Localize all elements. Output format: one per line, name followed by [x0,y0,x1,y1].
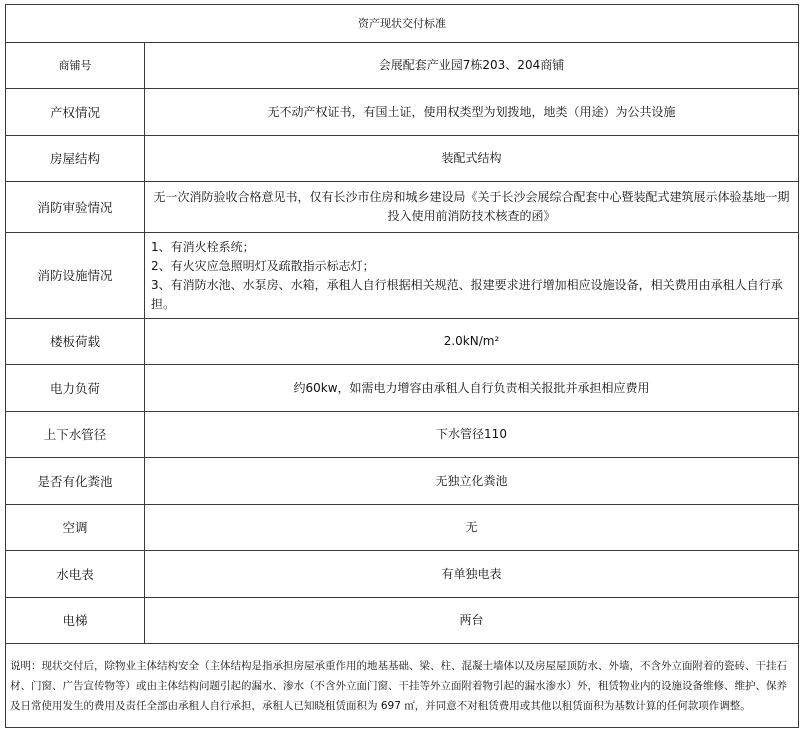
row-label: 电力负荷 [6,365,145,412]
row-value: 两台 [145,598,799,644]
table-row-elevator [6,598,799,644]
row-label: 是否有化粪池 [6,458,145,505]
row-value: 装配式结构 [145,136,799,182]
row-label: 空调 [6,505,145,551]
note-text: 说明：现状交付后，除物业主体结构安全（主体结构是指承担房屋承重作用的地基基础、梁、柱、混凝土墙体以及房屋屋顶防水、外墙，不含外立面附着的瓷砖、干挂石材、门窗、广告宣传物等）或由主体结构问题引起的漏水、渗水（不含外立面门窗、干挂等外立面附着物引起的漏水渗水）外，租赁物业内的设施设备维修、维护、保养及日常使用发生的费用及责任全部由承租人自行承担，承租人已知晓租赁面积为 697 ㎡，并同意不对租赁费用或其他以租赁面积为基数计算的任何款项作调整。 [6,644,799,728]
asset-delivery-standard-table [5,4,799,728]
table-row-fire-inspection [6,182,799,233]
row-value: 会展配套产业园7栋203、204商铺 [145,43,799,89]
table-row-pipe-diameter [6,412,799,458]
row-label: 上下水管径 [6,412,145,458]
table-row-property-rights [6,89,799,136]
row-value: 无 [145,505,799,551]
row-label: 水电表 [6,551,145,598]
fire-facilities-list [145,233,799,319]
table-row-fire-facilities [6,233,799,319]
table-row-shop-number [6,43,799,89]
row-value: 无独立化粪池 [145,458,799,505]
table-row-air-conditioning [6,505,799,551]
row-label: 电梯 [6,598,145,644]
row-value: 有单独电表 [145,551,799,598]
list-item: 3、有消防水池、水泵房、水箱，承租人自行根据相关规范、报建要求进行增加相应设施设备，相关费用由承租人自行承担。 [151,277,783,311]
table-row-floor-load [6,319,799,365]
table-title: 资产现状交付标准 [6,5,799,43]
row-label: 消防设施情况 [6,233,145,319]
row-value: 2.0kN/m² [145,319,799,365]
row-value: 无一次消防验收合格意见书，仅有长沙市住房和城乡建设局《关于长沙会展综合配套中心暨装配式建筑展示体验基地一期投入使用前消防技术核查的函》 [145,182,799,233]
row-label: 消防审验情况 [6,182,145,233]
table-row-meters [6,551,799,598]
row-label: 商铺号 [6,43,145,89]
row-label: 产权情况 [6,89,145,136]
table-title-row [6,5,799,43]
row-label: 楼板荷载 [6,319,145,365]
row-value: 无不动产权证书，有国土证，使用权类型为划拨地，地类（用途）为公共设施 [145,89,799,136]
table-row-power-load [6,365,799,412]
list-item: 2、有火灾应急照明灯及疏散指示标志灯； [151,258,375,273]
list-item: 1、有消火栓系统； [151,239,255,254]
table-row-building-structure [6,136,799,182]
table-row-septic-tank [6,458,799,505]
row-label: 房屋结构 [6,136,145,182]
table-note-row [6,644,799,728]
row-value: 下水管径110 [145,412,799,458]
row-value: 约60kw，如需电力增容由承租人自行负责相关报批并承担相应费用 [145,365,799,412]
